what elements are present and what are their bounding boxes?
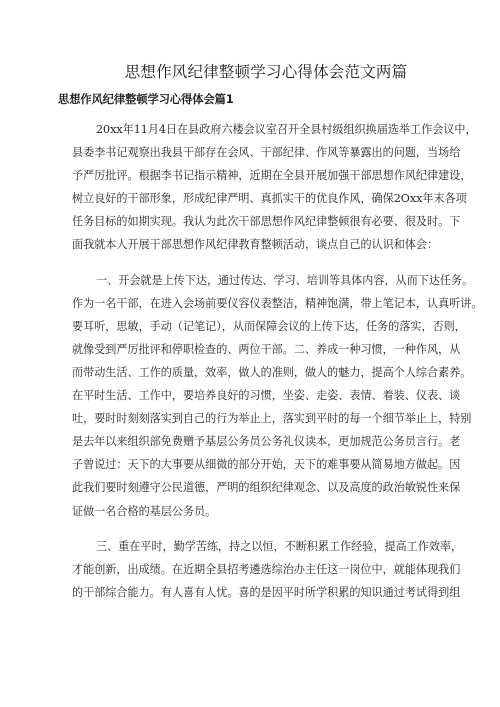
paragraph-line: 在平时生活、工作中，要培养良好的习惯，坐姿、走姿、表情、着装、仪表、谈 (72, 389, 461, 403)
paragraph-line: 子曾说过：天下的大事要从细微的部分开始，天下的难事要从简易地方做起。因 (72, 458, 461, 472)
paragraph-line: 县委李书记观察出我县干部存在会风、干部纪律、作风等暴露出的问题，当场给 (72, 146, 461, 160)
paragraph-line: 而带动生活、工作的质量，效率，做人的准则，做人的魅力，提高个人综合素养。 (72, 365, 472, 379)
paragraph-line: 一、开会就是上传下达，通过传达、学习、培训等具体内容，从而下达任务。 (96, 273, 474, 287)
paragraph-spacer (72, 523, 456, 535)
paragraph-line: 面我就本人开展干部思想作风纪律教育整顿活动，谈点自己的认识和体会： (72, 238, 439, 252)
paragraph-1 (72, 118, 477, 257)
paragraph-line: 要耳听，思敏，手动（记笔记），从而保障会议的上传下达，任务的落实，否则， (72, 319, 466, 333)
paragraph-line: 任务目标的如期实现。我认为此次干部思想作风纪律整顿很有必要、很及时。下 (72, 215, 461, 229)
paragraph-line: 三、重在平时，勤学苦练，持之以恒，不断积累工作经验，提高工作效率， (96, 539, 463, 553)
document-title: 思想作风纪律整顿学习心得体会范文两篇 (124, 63, 408, 81)
paragraph-3 (72, 535, 463, 604)
paragraph-line: 树立良好的干部形象，形成纪律严明、真抓实干的优良作风，确保2Oxx年末各项 (72, 192, 467, 206)
paragraph-spacer (72, 257, 456, 269)
paragraph-line: 20xx年11月4日在县政府六楼会议室召开全县村级组织换届选举工作会议中， (96, 123, 477, 136)
paragraph-line: 予严厉批评。根据李书记指示精神，近期在全县开展加强干部思想作风纪律建设， (72, 169, 472, 183)
paragraph-line: 的干部综合能力。有人喜有人忧。喜的是因平时所学积累的知识通过考试得到组 (72, 585, 461, 599)
paragraph-line: 是去年以来组织部免费赠予基层公务员公务礼仪读本，更加规范公务员言行。老 (72, 435, 461, 449)
paragraph-line: 证做一名合格的基层公务员。 (72, 504, 217, 518)
section-title: 思想作风纪律整顿学习心得体会篇1 (58, 93, 234, 106)
paragraph-line: 作为一名干部，在进入会场前要仪容仪表整洁，精神饱满，带上笔记本，认真听讲。 (72, 296, 483, 310)
paragraph-line: 此我们要时刻遵守公民道德，严明的组织纪律观念、以及高度的政治敏锐性来保 (72, 481, 461, 495)
paragraph-line: 就像受到严厉批评和停职检查的、两位干部。二、养成一种习惯，一种作风，从 (72, 342, 461, 356)
paragraph-line: 吐，要时时刻刻落实到自己的行为举止上，落实到平时的每一个细节举止上，特别 (72, 412, 472, 426)
paragraph-line: 才能创新，出成绩。在近期全县招考遴选综治办主任这一岗位中，就能体现我们 (72, 562, 461, 576)
paragraph-2 (72, 269, 483, 523)
